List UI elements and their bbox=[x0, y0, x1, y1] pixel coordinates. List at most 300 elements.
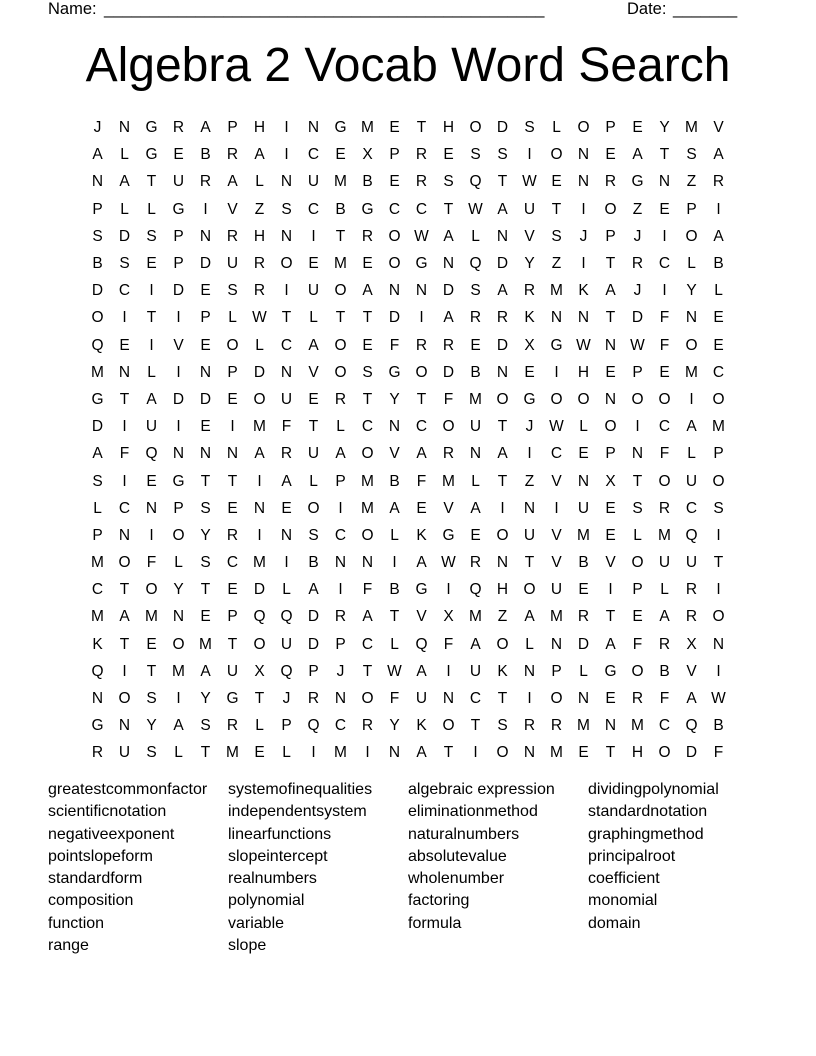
grid-letter: I bbox=[311, 744, 316, 762]
grid-letter: I bbox=[473, 744, 478, 762]
grid-letter: C bbox=[361, 418, 374, 436]
grid-letter: I bbox=[635, 418, 640, 436]
grid-letter: N bbox=[172, 445, 185, 463]
grid-letter: I bbox=[122, 662, 127, 680]
grid-letter: N bbox=[604, 390, 617, 408]
grid-letter: I bbox=[662, 282, 667, 300]
grid-letter: O bbox=[253, 390, 266, 408]
grid-letter: M bbox=[442, 472, 455, 490]
grid-letter: L bbox=[174, 554, 183, 572]
grid-letter: D bbox=[172, 282, 185, 300]
grid-row bbox=[84, 440, 732, 467]
grid-letter: A bbox=[416, 744, 427, 762]
grid-letter: Y bbox=[200, 690, 211, 708]
grid-letter: W bbox=[252, 309, 267, 327]
grid-letter: O bbox=[550, 390, 563, 408]
grid-letter: Z bbox=[254, 200, 265, 218]
grid-letter: T bbox=[713, 554, 724, 572]
grid-letter: O bbox=[172, 635, 185, 653]
grid-letter: I bbox=[122, 418, 127, 436]
grid-letter: L bbox=[390, 526, 399, 544]
grid-letter: C bbox=[658, 418, 671, 436]
grid-letter: E bbox=[470, 336, 481, 354]
grid-letter: E bbox=[281, 499, 292, 517]
grid-letter: O bbox=[712, 390, 725, 408]
word-list-item: pointslopeform bbox=[48, 847, 153, 865]
grid-letter: O bbox=[685, 336, 698, 354]
grid-letter: P bbox=[227, 119, 238, 137]
grid-letter: F bbox=[713, 744, 724, 762]
grid-letter: T bbox=[497, 690, 508, 708]
grid-letter: O bbox=[118, 554, 131, 572]
grid-letter: T bbox=[362, 309, 373, 327]
grid-letter: K bbox=[416, 717, 427, 735]
grid-letter: F bbox=[389, 690, 400, 708]
grid-letter: D bbox=[631, 309, 644, 327]
grid-letter: V bbox=[551, 526, 562, 544]
grid-letter: N bbox=[442, 255, 455, 273]
grid-letter: P bbox=[686, 200, 697, 218]
grid-letter: D bbox=[496, 119, 509, 137]
grid-row bbox=[84, 712, 732, 739]
date-blank-line: _______ bbox=[673, 0, 738, 18]
grid-letter: A bbox=[200, 119, 211, 137]
grid-letter: N bbox=[145, 499, 158, 517]
grid-letter: R bbox=[442, 445, 455, 463]
grid-letter: U bbox=[226, 662, 239, 680]
grid-letter: E bbox=[632, 608, 643, 626]
grid-letter: I bbox=[527, 445, 532, 463]
grid-letter: F bbox=[146, 554, 157, 572]
grid-letter: A bbox=[92, 445, 103, 463]
grid-letter: I bbox=[392, 554, 397, 572]
grid-letter: N bbox=[631, 445, 644, 463]
grid-letter: M bbox=[469, 390, 482, 408]
grid-letter: R bbox=[631, 690, 644, 708]
grid-letter: N bbox=[334, 690, 347, 708]
grid-letter: E bbox=[146, 255, 157, 273]
grid-letter: J bbox=[579, 227, 588, 245]
grid-letter: D bbox=[307, 635, 320, 653]
grid-letter: B bbox=[362, 173, 373, 191]
grid-letter: X bbox=[254, 662, 265, 680]
grid-letter: R bbox=[415, 146, 428, 164]
grid-letter: P bbox=[308, 662, 319, 680]
grid-letter: R bbox=[550, 717, 563, 735]
grid-letter: L bbox=[228, 309, 237, 327]
grid-letter: O bbox=[496, 390, 509, 408]
grid-letter: A bbox=[605, 635, 616, 653]
word-list-item: function bbox=[48, 914, 105, 932]
grid-letter: L bbox=[552, 119, 561, 137]
grid-letter: I bbox=[716, 662, 721, 680]
grid-letter: M bbox=[91, 363, 104, 381]
grid-letter: S bbox=[200, 554, 211, 572]
grid-letter: U bbox=[145, 418, 158, 436]
grid-letter: N bbox=[334, 554, 347, 572]
grid-letter: V bbox=[524, 227, 535, 245]
grid-letter: C bbox=[658, 255, 671, 273]
grid-letter: D bbox=[253, 363, 266, 381]
grid-letter: V bbox=[686, 662, 697, 680]
grid-letter: A bbox=[470, 635, 481, 653]
grid-letter: L bbox=[174, 744, 183, 762]
grid-letter: G bbox=[523, 390, 536, 408]
grid-letter: Y bbox=[389, 717, 400, 735]
grid-letter: N bbox=[199, 445, 212, 463]
grid-letter: I bbox=[338, 581, 343, 599]
grid-letter: Y bbox=[200, 526, 211, 544]
grid-letter: U bbox=[523, 526, 536, 544]
grid-letter: P bbox=[92, 526, 103, 544]
grid-letter: I bbox=[257, 526, 262, 544]
grid-letter: T bbox=[389, 608, 400, 626]
grid-letter: O bbox=[334, 282, 347, 300]
grid-letter: Y bbox=[146, 717, 157, 735]
grid-letter: M bbox=[226, 744, 239, 762]
grid-letter: S bbox=[497, 146, 508, 164]
grid-letter: A bbox=[713, 146, 724, 164]
grid-letter: E bbox=[605, 526, 616, 544]
grid-letter: I bbox=[311, 227, 316, 245]
grid-letter: J bbox=[282, 690, 291, 708]
grid-letter: M bbox=[334, 173, 347, 191]
grid-letter: W bbox=[414, 227, 429, 245]
word-list-item: naturalnumbers bbox=[408, 825, 520, 843]
grid-letter: O bbox=[631, 554, 644, 572]
grid-letter: S bbox=[362, 363, 373, 381]
grid-letter: C bbox=[361, 635, 374, 653]
word-list-item: factoring bbox=[408, 892, 470, 910]
grid-letter: O bbox=[253, 635, 266, 653]
grid-letter: L bbox=[660, 581, 669, 599]
grid-letter: A bbox=[389, 499, 400, 517]
grid-letter: Y bbox=[173, 581, 184, 599]
grid-row bbox=[84, 413, 732, 440]
grid-letter: T bbox=[200, 472, 211, 490]
grid-letter: N bbox=[685, 309, 698, 327]
grid-row bbox=[84, 658, 732, 685]
grid-row bbox=[84, 250, 732, 277]
grid-letter: C bbox=[685, 499, 698, 517]
grid-letter: F bbox=[281, 418, 292, 436]
grid-letter: R bbox=[226, 227, 239, 245]
grid-letter: E bbox=[200, 608, 211, 626]
grid-letter: S bbox=[119, 255, 130, 273]
grid-letter: R bbox=[496, 309, 509, 327]
grid-letter: A bbox=[119, 173, 130, 191]
grid-letter: T bbox=[659, 146, 670, 164]
grid-letter: A bbox=[497, 282, 508, 300]
grid-letter: I bbox=[554, 363, 559, 381]
grid-letter: X bbox=[605, 472, 616, 490]
grid-letter: T bbox=[308, 418, 319, 436]
grid-letter: E bbox=[551, 173, 562, 191]
grid-letter: D bbox=[577, 635, 590, 653]
grid-letter: E bbox=[362, 255, 373, 273]
grid-letter: P bbox=[173, 227, 184, 245]
grid-letter: O bbox=[334, 336, 347, 354]
grid-letter: P bbox=[632, 363, 643, 381]
grid-letter: S bbox=[470, 146, 481, 164]
grid-letter: N bbox=[523, 662, 536, 680]
grid-letter: V bbox=[551, 472, 562, 490]
word-list-item: principalroot bbox=[588, 847, 676, 865]
grid-letter: L bbox=[390, 635, 399, 653]
grid-letter: A bbox=[335, 445, 346, 463]
grid-letter: L bbox=[93, 499, 102, 517]
grid-letter: T bbox=[362, 662, 373, 680]
word-list-item: slope bbox=[228, 937, 267, 955]
grid-letter: T bbox=[119, 390, 130, 408]
grid-letter: I bbox=[446, 581, 451, 599]
grid-letter: C bbox=[415, 418, 428, 436]
grid-letter: P bbox=[389, 146, 400, 164]
word-list-item: range bbox=[48, 937, 89, 955]
grid-letter: I bbox=[446, 662, 451, 680]
grid-letter: R bbox=[334, 608, 347, 626]
grid-letter: I bbox=[689, 390, 694, 408]
grid-letter: O bbox=[550, 146, 563, 164]
grid-letter: P bbox=[92, 200, 103, 218]
grid-letter: N bbox=[280, 227, 293, 245]
grid-letter: I bbox=[662, 227, 667, 245]
grid-letter: N bbox=[577, 472, 590, 490]
grid-letter: G bbox=[415, 581, 428, 599]
grid-letter: A bbox=[605, 282, 616, 300]
grid-letter: M bbox=[712, 418, 725, 436]
grid-letter: M bbox=[550, 282, 563, 300]
grid-letter: F bbox=[659, 445, 670, 463]
grid-letter: H bbox=[496, 581, 509, 599]
grid-letter: E bbox=[659, 200, 670, 218]
grid-letter: U bbox=[172, 173, 185, 191]
grid-letter: I bbox=[608, 581, 613, 599]
word-list-item: independentsystem bbox=[228, 803, 367, 821]
word-list-item: greatestcommonfactor bbox=[48, 781, 208, 798]
grid-letter: L bbox=[309, 309, 318, 327]
grid-letter: D bbox=[199, 390, 212, 408]
grid-letter: G bbox=[145, 146, 158, 164]
grid-letter: L bbox=[687, 255, 696, 273]
grid-row bbox=[84, 277, 732, 304]
grid-letter: M bbox=[577, 526, 590, 544]
grid-letter: L bbox=[525, 635, 534, 653]
grid-letter: T bbox=[443, 744, 454, 762]
grid-letter: Q bbox=[469, 173, 482, 191]
grid-letter: G bbox=[550, 336, 563, 354]
grid-letter: L bbox=[255, 717, 264, 735]
grid-letter: R bbox=[226, 526, 239, 544]
grid-letter: T bbox=[605, 309, 616, 327]
grid-letter: L bbox=[714, 282, 723, 300]
grid-letter: D bbox=[685, 744, 698, 762]
grid-letter: S bbox=[443, 173, 454, 191]
grid-letter: I bbox=[176, 418, 181, 436]
grid-letter: T bbox=[497, 173, 508, 191]
grid-letter: D bbox=[118, 227, 131, 245]
grid-letter: T bbox=[227, 635, 238, 653]
grid-letter: R bbox=[442, 336, 455, 354]
grid-letter: E bbox=[200, 418, 211, 436]
grid-letter: E bbox=[227, 390, 238, 408]
grid-letter: O bbox=[550, 690, 563, 708]
grid-letter: E bbox=[605, 499, 616, 517]
grid-letter: U bbox=[307, 173, 320, 191]
grid-letter: L bbox=[471, 472, 480, 490]
grid-letter: L bbox=[579, 418, 588, 436]
grid-letter: M bbox=[631, 717, 644, 735]
grid-letter: H bbox=[631, 744, 644, 762]
grid-letter: D bbox=[199, 255, 212, 273]
grid-letter: R bbox=[361, 227, 374, 245]
grid-letter: E bbox=[200, 336, 211, 354]
grid-letter: Q bbox=[253, 608, 266, 626]
grid-letter: O bbox=[172, 526, 185, 544]
grid-letter: A bbox=[119, 608, 130, 626]
grid-letter: G bbox=[442, 526, 455, 544]
grid-letter: W bbox=[522, 173, 537, 191]
grid-letter: A bbox=[524, 608, 535, 626]
grid-letter: C bbox=[226, 554, 239, 572]
word-list-item: standardform bbox=[48, 870, 143, 888]
word-list-item: polynomial bbox=[228, 892, 305, 910]
grid-letter: N bbox=[280, 363, 293, 381]
grid-letter: W bbox=[711, 690, 726, 708]
grid-letter: E bbox=[227, 499, 238, 517]
grid-letter: O bbox=[496, 526, 509, 544]
grid-letter: E bbox=[713, 309, 724, 327]
grid-letter: D bbox=[91, 282, 104, 300]
grid-letter: I bbox=[122, 309, 127, 327]
grid-letter: V bbox=[551, 554, 562, 572]
grid-letter: R bbox=[577, 608, 590, 626]
grid-letter: E bbox=[659, 363, 670, 381]
grid-letter: R bbox=[334, 390, 347, 408]
grid-letter: S bbox=[524, 119, 535, 137]
grid-letter: F bbox=[389, 336, 400, 354]
grid-letter: T bbox=[362, 390, 373, 408]
grid-letter: C bbox=[712, 363, 725, 381]
grid-letter: A bbox=[686, 418, 697, 436]
grid-letter: M bbox=[550, 608, 563, 626]
grid-letter: G bbox=[604, 662, 617, 680]
grid-letter: E bbox=[632, 119, 643, 137]
grid-letter: C bbox=[415, 200, 428, 218]
grid-letter: Y bbox=[524, 255, 535, 273]
grid-letter: X bbox=[443, 608, 454, 626]
grid-letter: A bbox=[173, 717, 184, 735]
word-list-item: formula bbox=[408, 914, 462, 932]
grid-letter: B bbox=[578, 554, 589, 572]
grid-row bbox=[84, 495, 732, 522]
grid-letter: R bbox=[523, 282, 536, 300]
grid-letter: K bbox=[578, 282, 589, 300]
grid-letter: P bbox=[605, 227, 616, 245]
grid-letter: N bbox=[118, 526, 131, 544]
grid-letter: N bbox=[172, 608, 185, 626]
grid-letter: I bbox=[419, 309, 424, 327]
grid-letter: W bbox=[549, 418, 564, 436]
grid-letter: A bbox=[443, 227, 454, 245]
grid-letter: G bbox=[388, 363, 401, 381]
grid-letter: S bbox=[686, 146, 697, 164]
grid-letter: A bbox=[281, 472, 292, 490]
word-column bbox=[408, 779, 588, 957]
grid-letter: S bbox=[632, 499, 643, 517]
grid-letter: U bbox=[226, 255, 239, 273]
grid-row bbox=[84, 603, 732, 630]
grid-letter: O bbox=[469, 119, 482, 137]
grid-letter: S bbox=[470, 282, 481, 300]
grid-letter: O bbox=[415, 363, 428, 381]
grid-letter: T bbox=[146, 173, 157, 191]
grid-letter: T bbox=[524, 554, 535, 572]
grid-letter: L bbox=[282, 581, 291, 599]
grid-letter: T bbox=[227, 472, 238, 490]
grid-letter: R bbox=[253, 282, 266, 300]
grid-letter: Z bbox=[551, 255, 562, 273]
grid-letter: R bbox=[523, 717, 536, 735]
grid-letter: U bbox=[307, 282, 320, 300]
grid-letter: R bbox=[658, 499, 671, 517]
grid-letter: I bbox=[527, 690, 532, 708]
grid-row bbox=[84, 739, 732, 766]
grid-letter: Q bbox=[280, 608, 293, 626]
grid-letter: R bbox=[361, 717, 374, 735]
grid-letter: Z bbox=[497, 608, 508, 626]
grid-letter: P bbox=[335, 472, 346, 490]
grid-row bbox=[84, 576, 732, 603]
grid-letter: L bbox=[282, 744, 291, 762]
grid-letter: C bbox=[334, 526, 347, 544]
grid-letter: S bbox=[146, 690, 157, 708]
grid-letter: N bbox=[91, 173, 104, 191]
grid-letter: S bbox=[146, 744, 157, 762]
grid-letter: E bbox=[389, 119, 400, 137]
grid-letter: F bbox=[416, 472, 427, 490]
grid-letter: I bbox=[338, 499, 343, 517]
grid-letter: O bbox=[91, 309, 104, 327]
grid-letter: N bbox=[604, 336, 617, 354]
grid-letter: D bbox=[442, 363, 455, 381]
grid-letter: G bbox=[361, 200, 374, 218]
grid-letter: R bbox=[685, 608, 698, 626]
grid-letter: O bbox=[361, 690, 374, 708]
grid-letter: D bbox=[388, 309, 401, 327]
grid-letter: O bbox=[226, 336, 239, 354]
word-list bbox=[48, 779, 768, 957]
grid-letter: U bbox=[550, 581, 563, 599]
grid-letter: M bbox=[685, 363, 698, 381]
grid-letter: O bbox=[118, 690, 131, 708]
grid-letter: N bbox=[280, 526, 293, 544]
grid-letter: N bbox=[199, 227, 212, 245]
grid-letter: R bbox=[604, 173, 617, 191]
grid-letter: N bbox=[91, 690, 104, 708]
grid-letter: I bbox=[149, 526, 154, 544]
grid-letter: L bbox=[336, 418, 345, 436]
grid-letter: X bbox=[362, 146, 373, 164]
grid-letter: T bbox=[551, 200, 562, 218]
grid-letter: A bbox=[362, 282, 373, 300]
grid-letter: I bbox=[149, 282, 154, 300]
grid-letter: W bbox=[441, 554, 456, 572]
grid-letter: P bbox=[227, 363, 238, 381]
grid-letter: E bbox=[335, 146, 346, 164]
grid-letter: D bbox=[496, 336, 509, 354]
grid-letter: B bbox=[389, 472, 400, 490]
